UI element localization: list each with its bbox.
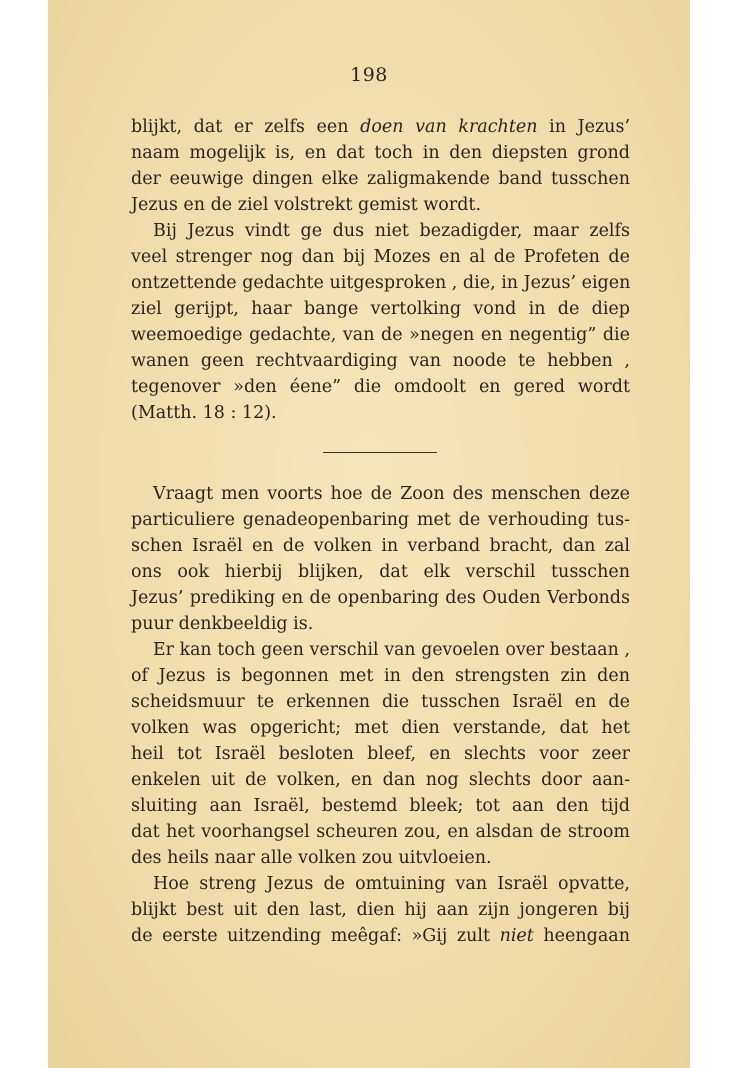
text-line: of Jezus is begonnen met in den strengsten zin den	[131, 666, 630, 686]
text-line: volken was opgericht; met dien verstande, dat het	[131, 718, 630, 738]
text-line: (Matth. 18 : 12).	[131, 403, 277, 423]
text-line: blijkt best uit den last, dien hij aan zijn jongeren bij	[131, 900, 630, 920]
emphasized-phrase: doen van krachten	[360, 117, 538, 137]
paragraph	[131, 637, 630, 871]
text-line: wanen geen rechtvaardiging van noode te hebben ,	[131, 351, 630, 371]
text-line: Jezus en de ziel volstrekt gemist wordt.	[131, 195, 482, 215]
paragraph	[131, 481, 630, 637]
text-line: des heils naar alle volken zou uitvloeien.	[131, 848, 492, 868]
text-line: tegenover »den éene” die omdoolt en gered wordt	[131, 377, 630, 397]
text-line: heil tot Israël besloten bleef, en slechts voor zeer	[131, 744, 630, 764]
paragraph	[131, 871, 630, 949]
text-line: sluiting aan Israël, bestemd bleek; tot aan den tijd	[131, 796, 630, 816]
page-number: 198	[350, 64, 388, 86]
emphasized-word: niet	[499, 926, 534, 946]
text-line: Hoe streng Jezus de omtuining van Israël opvatte,	[153, 874, 630, 894]
paragraph	[131, 218, 630, 426]
text-line: weemoedige gedachte, van de »negen en negentig” die	[131, 325, 630, 345]
text-line: Vraagt men voorts hoe de Zoon des menschen deze	[153, 484, 630, 504]
text-line: ontzettende gedachte uitgesproken , die, in Jezus’ eigen	[131, 273, 631, 293]
text-line: puur denkbeeldig is.	[131, 614, 314, 634]
text-line: blijkt, dat er zelfs een doen van krachten in Jezus’	[131, 117, 631, 137]
text-section-upper	[131, 114, 630, 426]
text-line: naam mogelijk is, en dat toch in den diepsten grond	[131, 143, 630, 163]
paragraph	[131, 114, 630, 218]
text-line: Jezus’ prediking en de openbaring des Ouden Verbonds	[131, 588, 630, 608]
text-line: ziel gerijpt, haar bange vertolking vond in de diep	[131, 299, 630, 319]
text-line: scheidsmuur te erkennen die tusschen Israël en de	[131, 692, 630, 712]
text-line: Er kan toch geen verschil van gevoelen over bestaan ,	[153, 640, 630, 660]
text-line: particuliere genadeopenbaring met de verhouding tus-	[131, 510, 630, 530]
text-section-lower	[131, 481, 630, 949]
text-line: enkelen uit de volken, en dan nog slechts door aan-	[131, 770, 630, 790]
text-line: schen Israël en de volken in verband bracht, dan zal	[131, 536, 630, 556]
text-line: dat het voorhangsel scheuren zou, en alsdan de stroom	[131, 822, 630, 842]
book-page	[48, 0, 690, 1068]
text-line: de eerste uitzending meêgaf: »Gij zult niet heengaan	[131, 926, 630, 946]
text-line: ons ook hierbij blijken, dat elk verschil tusschen	[131, 562, 630, 582]
section-divider	[323, 452, 437, 453]
text-line: veel strenger nog dan bij Mozes en al de Profeten de	[131, 247, 630, 267]
text-line: der eeuwige dingen elke zaligmakende band tusschen	[131, 169, 630, 189]
text-line: Bij Jezus vindt ge dus niet bezadigder, maar zelfs	[153, 221, 630, 241]
